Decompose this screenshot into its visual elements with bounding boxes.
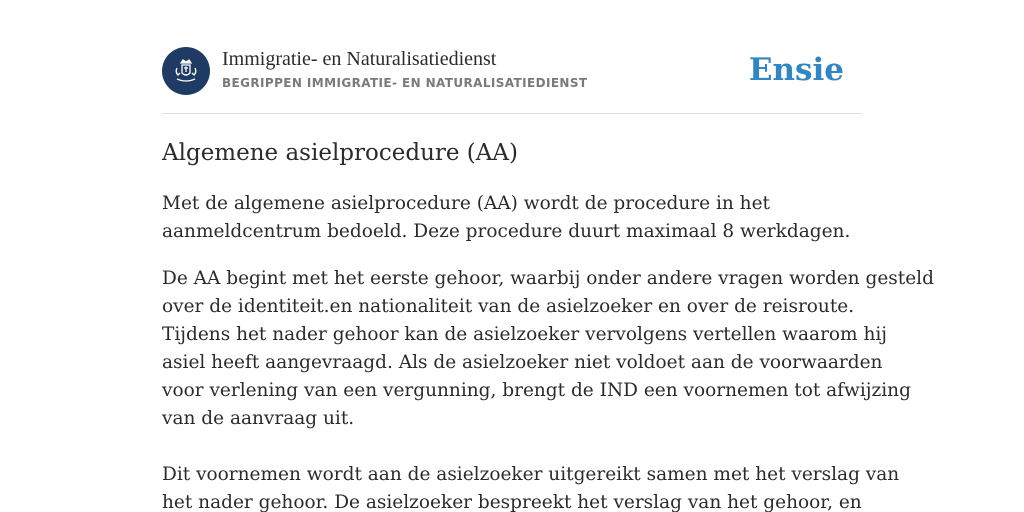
organization-name: Immigratie- en Naturalisatiedienst bbox=[222, 48, 497, 70]
site-header bbox=[162, 47, 862, 97]
page-title: Algemene asielprocedure (AA) bbox=[162, 140, 518, 166]
article-body bbox=[162, 190, 934, 512]
paragraph bbox=[162, 265, 934, 433]
text-line: Tijdens het nader gehoor kan de asielzoeker vervolgens vertellen waarom hij bbox=[162, 324, 888, 345]
text-line: aanmeldcentrum bedoeld. Deze procedure duurt maximaal 8 werkdagen. bbox=[162, 221, 851, 242]
brand-logo[interactable]: Ensie bbox=[748, 52, 844, 88]
text-line: Dit voornemen wordt aan de asielzoeker uitgereikt samen met het verslag van bbox=[162, 464, 900, 485]
crest-graphic bbox=[171, 56, 201, 86]
organization-subtitle: BEGRIPPEN IMMIGRATIE- EN NATURALISATIEDIENST bbox=[222, 76, 588, 90]
text-line: asiel heeft aangevraagd. Als de asielzoeker niet voldoet aan de voorwaarden bbox=[162, 352, 883, 373]
text-line: het nader gehoor. De asielzoeker bespreekt het verslag van het gehoor, en bbox=[162, 492, 862, 512]
coat-of-arms-icon[interactable] bbox=[162, 47, 210, 95]
text-line: van de aanvraag uit. bbox=[162, 408, 355, 429]
text-line: Met de algemene asielprocedure (AA) wordt de procedure in het bbox=[162, 193, 770, 214]
text-line: voor verlening van een vergunning, brengt de IND een voornemen tot afwijzing bbox=[162, 380, 911, 401]
text-line: over de identiteit.en nationaliteit van de asielzoeker en over de reisroute. bbox=[162, 296, 855, 317]
paragraph bbox=[162, 190, 862, 246]
text-line: De AA begint met het eerste gehoor, waarbij onder andere vragen worden gesteld bbox=[162, 268, 934, 289]
paragraph bbox=[162, 461, 900, 512]
header-divider bbox=[162, 113, 862, 114]
